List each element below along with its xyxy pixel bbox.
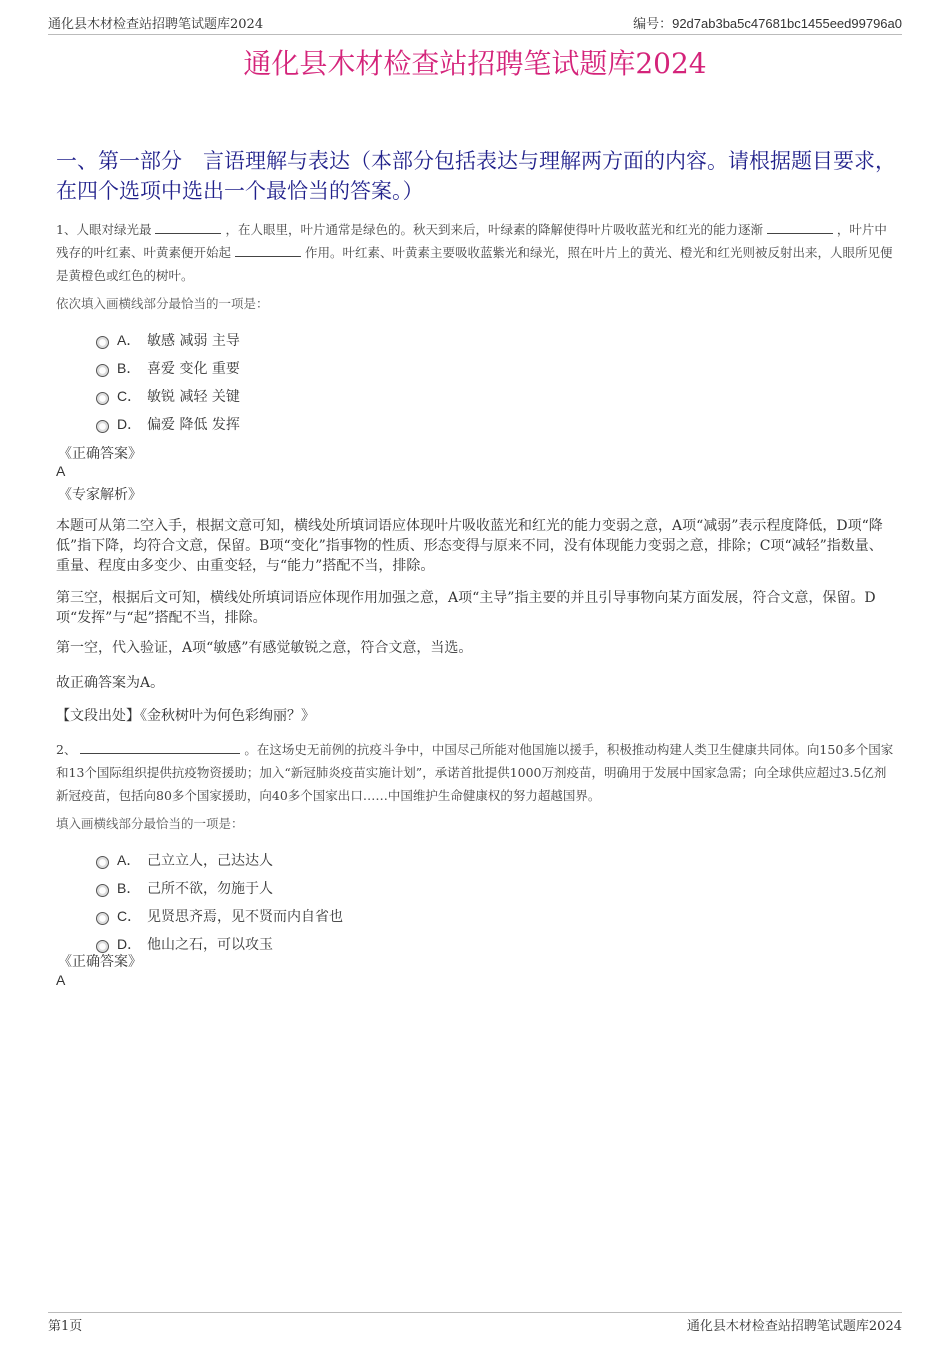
question-1-stem [56,218,898,287]
q2-option-a[interactable] [96,850,273,870]
option-text: 己立立人，己达达人 [147,853,273,869]
option-letter: C． [117,908,142,924]
fill-blank [235,242,301,257]
q2-text-2: 。在这场史无前例的抗疫斗争中，中国尽己所能对他国施以援手，积极推动构建人类卫生健康共同体。向150多个国家和13个国际组织提供抗疫物资援助；加入“新冠肺炎疫苗实施计划”，承诺首批提供1000万剂疫苗，明确用于发展中国家急需；向全球供应超过3.5亿剂新冠疫苗，包括向80多个国家援助，向40多个国家出口……中国维护生命健康权的努力超越国界。 [56,742,894,803]
analysis-paragraph-1: 本题可从第二空入手，根据文意可知，横线处所填词语应体现叶片吸收蓝光和红光的能力变弱之意，A项“减弱”表示程度降低，D项“降低”指下降，均符合文意，保留。B项“变化”指事物的性质、形态变得与原来不同，没有体现能力变弱之意，排除；C项“减轻”指数量、重量、程度由多变少、由重变轻，与“能力”搭配不当，排除。 [56,518,883,574]
section-heading: 一、第一部分 言语理解与表达（本部分包括表达与理解两方面的内容。请根据题目要求，在四个选项中选出一个最恰当的答案。） [56,149,896,203]
q1-option-d[interactable] [96,414,240,434]
q1-answer: A [56,463,66,479]
page-footer [48,1312,902,1333]
header-doc-id: 编号：92d7ab3ba5c47681bc1455eed99796a0 [633,16,902,31]
q1-text-3: ，叶片中残存的叶红素、叶黄素便开始起 [56,222,887,260]
q1-answer-label: 《正确答案》 [58,446,142,462]
option-letter: D． [117,936,142,952]
footer-title: 通化县木材检查站招聘笔试题库2024 [686,1319,902,1334]
option-text: 见贤思齐焉，见不贤而内自省也 [147,909,343,925]
q1-option-a[interactable] [96,330,240,350]
option-letter: B． [117,880,141,896]
fill-blank [80,739,240,754]
q1-text-2: ，在人眼里，叶片通常是绿色的。秋天到来后，叶绿素的降解使得叶片吸收蓝光和红光的能力逐渐 [225,222,763,237]
analysis-paragraph-4: 故正确答案为A。 [56,675,165,691]
question-2-stem [56,738,898,807]
fill-blank [155,219,221,234]
page-number: 第1页 [48,1319,83,1334]
option-text: 喜爱 变化 重要 [147,361,240,377]
option-text: 偏爱 降低 发挥 [147,417,240,433]
q1-option-c[interactable] [96,386,240,406]
radio-icon[interactable] [96,392,109,405]
option-text: 敏锐 减轻 关键 [147,389,240,405]
question-1-prompt: 依次填入画横线部分最恰当的一项是： [56,296,269,311]
option-letter: B． [117,360,141,376]
radio-icon[interactable] [96,884,109,897]
page-title: 通化县木材检查站招聘笔试题库2024 [243,47,707,80]
radio-icon[interactable] [96,856,109,869]
fill-blank [767,219,833,234]
radio-icon[interactable] [96,912,109,925]
analysis-paragraph-3: 第一空，代入验证，A项“敏感”有感觉敏锐之意，符合文意，当选。 [56,640,473,656]
option-letter: D． [117,416,142,432]
option-text: 敏感 减弱 主导 [147,333,240,349]
option-letter: A． [117,852,141,868]
q2-answer: A [56,972,66,988]
radio-icon[interactable] [96,420,109,433]
q2-text-1: 2、 [56,742,77,757]
header-title: 通化县木材检查站招聘笔试题库2024 [48,17,264,32]
analysis-paragraph-2: 第三空，根据后文可知，横线处所填词语应体现作用加强之意，A项“主导”指主要的并且引导事物向某方面发展，符合文意，保留。D项“发挥”与“起”搭配不当，排除。 [56,590,876,626]
q1-analysis-label: 《专家解析》 [58,487,142,503]
q1-text-4: 作用。叶红素、叶黄素主要吸收蓝紫光和绿光，照在叶片上的黄光、橙光和红光则被反射出来，人眼所见便是黄橙色或红色的树叶。 [56,245,893,283]
q2-option-c[interactable] [96,906,343,926]
option-letter: C． [117,388,142,404]
option-text: 他山之石，可以攻玉 [147,937,273,953]
q1-option-b[interactable] [96,358,240,378]
radio-icon[interactable] [96,336,109,349]
analysis-source: 【文段出处】《金秋树叶为何色彩绚丽？》 [56,708,315,724]
question-2-prompt: 填入画横线部分最恰当的一项是： [56,816,244,831]
option-text: 己所不欲，勿施于人 [147,881,273,897]
q1-text-1: 1、人眼对绿光最 [56,222,152,237]
radio-icon[interactable] [96,364,109,377]
q2-option-b[interactable] [96,878,273,898]
q2-answer-label: 《正确答案》 [58,954,142,970]
page-header [48,12,902,35]
option-letter: A． [117,332,141,348]
